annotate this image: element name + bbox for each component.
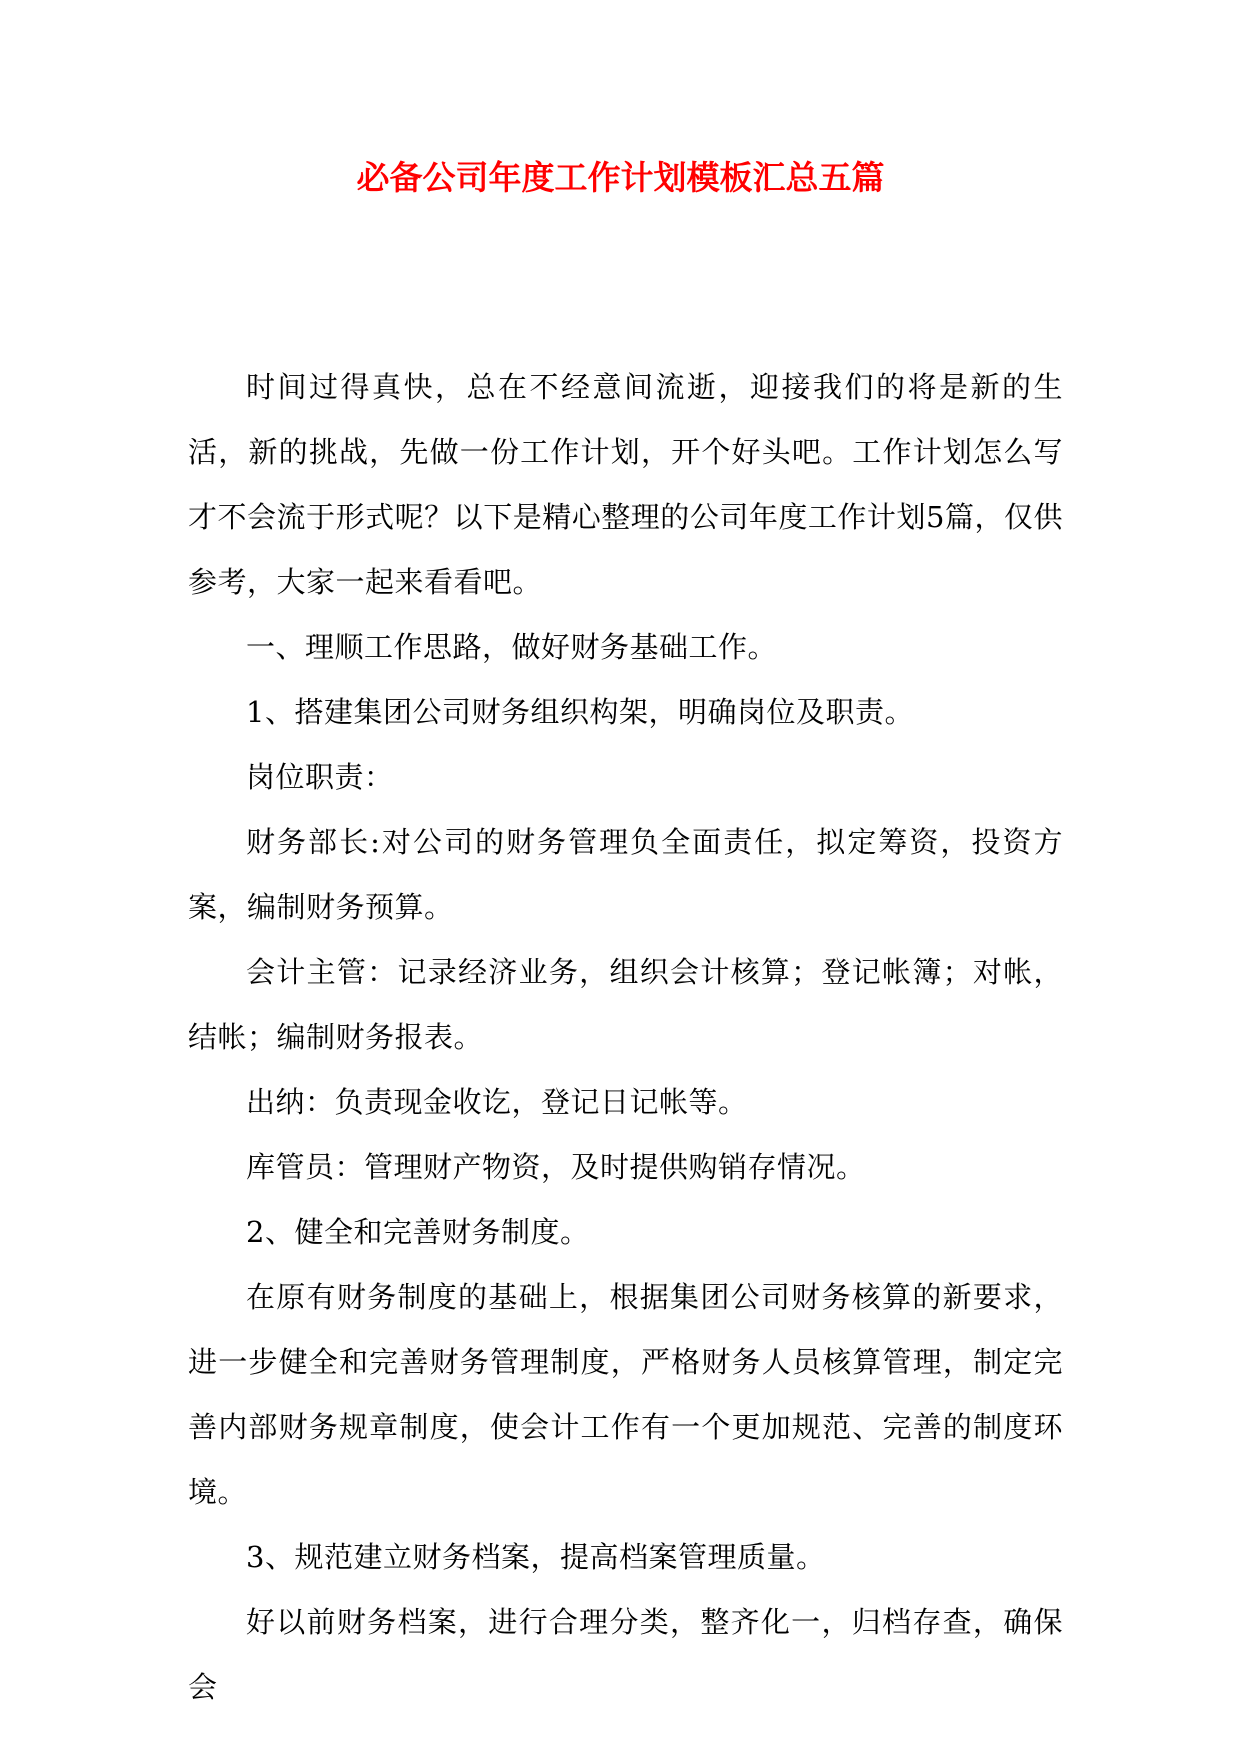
document-body [188, 355, 1063, 1720]
paragraph-warehouse-keeper: 库管员：管理财产物资，及时提供购销存情况。 [246, 1150, 866, 1184]
subsection-heading-1: 1、搭建集团公司财务组织构架，明确岗位及职责。 [246, 695, 914, 729]
section-heading-1: 一、理顺工作思路，做好财务基础工作。 [246, 630, 778, 664]
document-title: 必备公司年度工作计划模板汇总五篇 [356, 158, 885, 197]
subsection-heading-2: 2、健全和完善财务制度。 [246, 1215, 590, 1249]
subsection-heading-3: 3、规范建立财务档案，提高档案管理质量。 [246, 1540, 826, 1574]
paragraph-accounting-supervisor: 会计主管：记录经济业务，组织会计核算；登记帐簿；对帐，结帐；编制财务报表。 [188, 955, 1063, 1054]
paragraph-label-duties: 岗位职责： [246, 760, 394, 794]
paragraph-intro: 时间过得真快，总在不经意间流逝，迎接我们的将是新的生活，新的挑战，先做一份工作计划，开个好头吧。工作计划怎么写才不会流于形式呢？以下是精心整理的公司年度工作计划5篇，仅供参考，大家一起来看看吧。 [188, 370, 1063, 599]
paragraph-archives: 好以前财务档案，进行合理分类，整齐化一，归档存查，确保会 [188, 1605, 1063, 1704]
paragraph-cashier: 出纳：负责现金收讫，登记日记帐等。 [246, 1085, 748, 1119]
paragraph-finance-minister: 财务部长:对公司的财务管理负全面责任，拟定筹资，投资方案，编制财务预算。 [188, 825, 1063, 924]
paragraph-finance-system: 在原有财务制度的基础上，根据集团公司财务核算的新要求，进一步健全和完善财务管理制度，严格财务人员核算管理，制定完善内部财务规章制度，使会计工作有一个更加规范、完善的制度环境。 [188, 1280, 1063, 1509]
